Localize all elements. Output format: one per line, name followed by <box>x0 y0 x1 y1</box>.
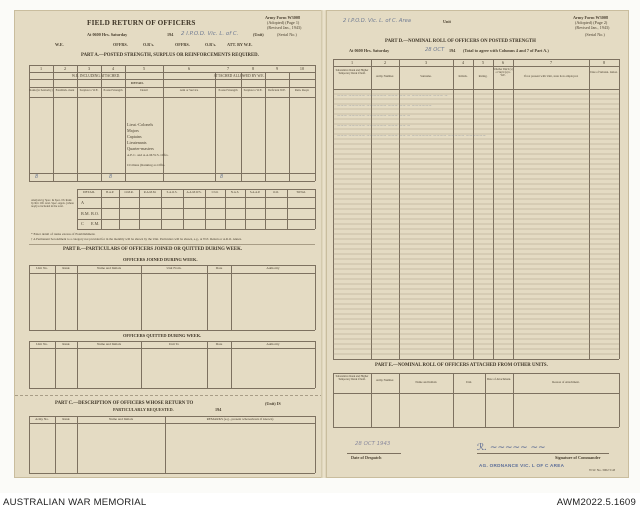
d-col-num-5: 5 <box>481 60 485 65</box>
detail-heading: DETAIL <box>131 81 144 85</box>
rank-4: Lieutenants <box>127 140 147 145</box>
d-col-head-1: Substantive Rank and Higher Temporary Rank if held. <box>335 69 369 76</box>
joined-col-3: Name and Initials <box>96 266 122 270</box>
joined-col-5: Date <box>215 266 223 270</box>
d-col-num-4: 4 <box>461 60 465 65</box>
d-col-num-2: 2 <box>383 60 387 65</box>
detail-row-c: C <box>81 221 84 226</box>
col-num-5: 5 <box>142 66 146 71</box>
total-entry-1: 8 <box>35 174 39 180</box>
signature-label: Signature of Commander <box>555 455 601 460</box>
detail-row-a: A <box>81 200 85 205</box>
sum-col-10: O.O. <box>273 190 279 194</box>
joined-title: OFFICERS JOINED DURING WEEK. <box>123 257 198 262</box>
sum-col-3: O.M.R. <box>124 190 134 194</box>
quitted-col-1: Unit No. <box>36 342 48 346</box>
e-col-head-3: Name and Initials <box>415 380 437 384</box>
signature-handwriting: ℛ. ~~~~~ ~~ <box>477 443 546 453</box>
right-date-handwriting: 28 OCT <box>425 47 445 53</box>
left-page <box>14 10 322 478</box>
col-num-9: 9 <box>275 66 279 71</box>
col-head-8: Surplus to W.E. <box>243 88 263 92</box>
d-col-num-3: 3 <box>424 60 428 65</box>
col-num-6: 6 <box>187 66 191 71</box>
col-head-1: Rank (in Seniority) <box>29 88 53 92</box>
we-label-2: OFFRS. <box>113 42 128 47</box>
left-serial: (Serial No.) <box>277 32 297 37</box>
quitted-col-3: Name and Initials <box>96 342 122 346</box>
right-form-code: Army Form W3008 <box>573 15 609 20</box>
quitted-col-6: Authority <box>266 342 280 346</box>
left-at-line: At 0600 Hrs. Saturday <box>87 32 128 37</box>
rank-5: Quarter-masters <box>127 146 154 151</box>
right-unit-handwriting: 2 I.P.O.D. Vic. L. of C. Area <box>343 18 411 24</box>
detail-row-d-val: E.M. <box>91 221 100 226</box>
part-d-title: PART D.—NOMINAL ROLL OF OFFICERS ON POSTED STRENGTH <box>385 39 536 44</box>
e-col-head-4: Unit. <box>465 380 473 384</box>
d-col-num-7: 7 <box>549 60 553 65</box>
d-col-head-7: If not present with Unit, state how employed. <box>523 74 579 78</box>
part-e-title: PART E.—NOMINAL ROLL OF OFFICERS ATTACHED FROM OTHER UNITS. <box>375 363 548 368</box>
total-entry-7: 8 <box>220 174 224 180</box>
part-c-col-3: Name and Initials <box>108 417 134 421</box>
we-label-6: ATT. BY W.E. <box>227 42 253 47</box>
right-form-revised: (Revised Jan., 1943) <box>575 25 610 30</box>
e-col-head-5: Date of Attachment. <box>486 377 512 381</box>
left-unit-handwriting: 2 I.P.O.D. Vic. L. of C. <box>181 31 239 37</box>
rank-6: A.E.C. and A.A.M.W.S. Offrs. <box>127 153 169 157</box>
quitted-title: OFFICERS QUITTED DURING WEEK. <box>123 333 202 338</box>
total-entry-4: 8 <box>109 174 113 180</box>
detail-row-b: B.M. <box>81 211 90 216</box>
joined-col-4: Unit From. <box>166 266 182 270</box>
part-c-col-4: REMARKS (e.g., present whereabouts if known) <box>206 417 274 421</box>
col-num-3: 3 <box>87 66 91 71</box>
col-head-9: Deficient W.E. <box>268 88 286 92</box>
col-head-5: Detail <box>140 88 148 92</box>
we-incl-head: W.E. INCLUDING ATTACHED. <box>71 74 121 78</box>
joined-col-1: Unit No. <box>36 266 48 270</box>
right-at-year: 194 <box>449 48 456 53</box>
col-num-7: 7 <box>226 66 230 71</box>
sum-col-2: B.A.P. <box>106 190 114 194</box>
quitted-col-4: Unit To <box>168 342 180 346</box>
d-col-head-2: Army Number. <box>375 74 395 78</box>
footer-credit: AUSTRALIAN WAR MEMORIAL <box>3 497 147 508</box>
quitted-col-2: Rank <box>62 342 70 346</box>
right-at-line: At 0600 Hrs. Saturday <box>349 48 390 53</box>
part-a-title: PART A.—POSTED STRENGTH, SURPLUS OR REINFORCEMENTS REQUIRED. <box>81 53 259 58</box>
d-col-head-5: Rating. <box>478 74 488 78</box>
col-num-1: 1 <box>39 66 43 71</box>
rank-2: Majors <box>127 128 139 133</box>
d-col-head-6: Whether Dist'd (x) or Sup'd (s) to W.E. <box>493 68 513 77</box>
d-col-head-4: Initials. <box>458 74 468 78</box>
unit-stamp: AG. ORDNANCE VIC. L OF C AREA <box>479 463 565 468</box>
col-num-2: 2 <box>63 66 67 71</box>
d-col-num-1: 1 <box>350 60 354 65</box>
quitted-col-5: Date <box>215 342 223 346</box>
col-head-10: Rein. Reqd. <box>294 88 310 92</box>
e-col-head-1: Substantive Rank and Higher Temporary Rank if held. <box>335 375 369 382</box>
rank-7: Civilians (Ranking as Offrs. <box>127 163 166 167</box>
d-col-num-8: 8 <box>602 60 606 65</box>
date-despatch-stamp: 28 OCT 1943 <box>355 441 391 447</box>
ras-note: Analysis by Spec. & Spec. Dv Rank by RO. Off. total. Spec. Appts. (where reqd) to included in the total. <box>31 199 74 209</box>
part-c-col-1: Army No. <box>35 417 49 421</box>
part-c-col-2: Rank <box>62 417 70 421</box>
col-num-10: 10 <box>299 66 305 71</box>
left-form-revised: (Revised Jan., 1943) <box>267 25 302 30</box>
right-form-adopted: (Adopted) (Page 2) <box>575 20 608 25</box>
e-col-head-2: Army Number. <box>375 378 395 382</box>
col-num-8: 8 <box>251 66 255 71</box>
sum-col-11: TOTAL <box>296 190 306 194</box>
date-despatch-label: Date of Despatch <box>351 455 382 460</box>
left-at-year: 194 <box>167 32 174 37</box>
sum-col-1: DETAIL <box>83 190 95 194</box>
we-label-1: W.E. <box>55 42 64 47</box>
rank-1: Lieut.-Colonels <box>127 122 154 127</box>
right-unit-label: Unit <box>443 19 451 24</box>
detail-row-b-val: B.O. <box>91 211 99 216</box>
part-c-unit: (Unit) IS <box>265 401 281 406</box>
sum-col-4: R.A.M.M. <box>143 190 157 194</box>
left-unit-suffix: (Unit) <box>253 32 264 37</box>
we-label-5: O.R's. <box>205 42 217 47</box>
sum-col-9: S.A.A.P. <box>249 190 261 194</box>
we-label-3: O.R's. <box>143 42 155 47</box>
right-totals-note: (Total to agree with Columns 4 and 7 of Part A.) <box>463 48 549 53</box>
we-label-4: OFFRS. <box>175 42 190 47</box>
footer-accession: AWM2022.5.1609 <box>556 497 636 508</box>
footnote-1: * Enter detail of ranks excess of Establishment. <box>31 232 96 236</box>
col-head-7: Posted Strength <box>218 88 238 92</box>
col-head-3: Surplus to W.E. <box>79 88 99 92</box>
right-serial: (Serial No.) <box>585 32 605 37</box>
joined-col-2: Rank <box>62 266 70 270</box>
sum-col-5: S.A.O.S. <box>166 190 178 194</box>
col-head-6: Arm or Service <box>179 88 199 92</box>
footnote-2: † A Permanent Secondment to a category not provided for in the monthly will be shown by the Unit. Particulars will be shown, e.g., at W.E. Return or A.R.O. Annex. <box>31 237 242 241</box>
rank-3: Captains <box>127 134 142 139</box>
col-num-4: 4 <box>111 66 115 71</box>
d-col-head-8: Date of Substan- tiation. <box>590 71 618 74</box>
sum-col-8: N.A.S. <box>230 190 240 194</box>
part-c-year: 194 <box>215 407 222 412</box>
part-b-title: PART B.—PARTICULARS OF OFFICERS JOINED OR QUITTED DURING WEEK. <box>63 247 243 252</box>
left-form-adopted: (Adopted) (Page 1) <box>267 20 300 25</box>
col-head-2: Establish- ment <box>55 88 75 92</box>
nominal-roll-rows <box>333 89 619 359</box>
sum-col-6: A.A.M.W.S. <box>186 190 202 194</box>
part-c-sub: PARTICULARLY REQUESTED. <box>113 407 174 412</box>
left-title: FIELD RETURN OF OFFICERS <box>87 19 196 27</box>
right-page: 2 I.P.O.D. Vic. L. of C. Area Unit Army Form W3008 (Adopted) (Page 2) (Revised Jan., 1943) (Serial No.) PART D.—NOMINAL ROLL OF OFFICERS ON POSTED STRENGTH At 0600 Hrs. Saturday 28 OCT 194 (Total to agree with Columns 4 and 7 of Part A.) 1 2 3 4 5 6 7 8 Substantive Rank and Higher Temporary Rank if held. Army Number. Surname. Initials. Rating. Whether Dist'd (x) or Sup'd (s) to W.E. If not present with Unit, state how employed. Date of Substan- tiation. ~~~ ~~~~~ ~~~~~~ ~~~ ~~ ~ ~~~~~~ ~~~ ~ ~~~ ~~~~~ ~~~~~~ ~~~ ~~ ~ ~~~~~~ ~~~ ~~~~~ ~~~~~~ ~~~ ~~ ~ ~~~ ~~~~~ ~~~~~~ ~~~ ~~ ~ ~~~ ~~~~~ ~~~~~~ ~~~ ~~ ~ ~~~~~~ ~~~~ ~~~~~ ~~~~~~ PART E.—NOMINAL ROLL OF OFFICERS ATTACHED FROM OTHER UNITS. Substantive Rank and Higher Temporary Rank if held. Army Number. Name and Initials Unit. Date of Attachment. Reason of Attachment. 28 OCT 1943 Date of Despatch ℛ. ~~~~~ ~~ Signature of Commander AG. ORDNANCE VIC. L OF C AREA W.W. No. 3002 5/43 <box>326 10 629 478</box>
left-form-code: Army Form W3008 <box>265 15 301 20</box>
d-col-num-6: 6 <box>501 60 505 65</box>
e-col-head-6: Reason of Attachment. <box>552 380 580 384</box>
d-col-head-3: Surname. <box>420 74 432 78</box>
col-head-4: Posted Strength <box>103 88 123 92</box>
part-c-title: PART C.—DESCRIPTION OF OFFICERS WHOSE RETURN TO <box>55 401 194 406</box>
print-code: W.W. No. 3002 5/43 <box>589 468 616 472</box>
sum-col-7: Civil. <box>211 190 219 194</box>
joined-col-6: Authority <box>266 266 280 270</box>
attached-head: ATTACHED ALLOWED BY W.E. <box>213 74 265 78</box>
